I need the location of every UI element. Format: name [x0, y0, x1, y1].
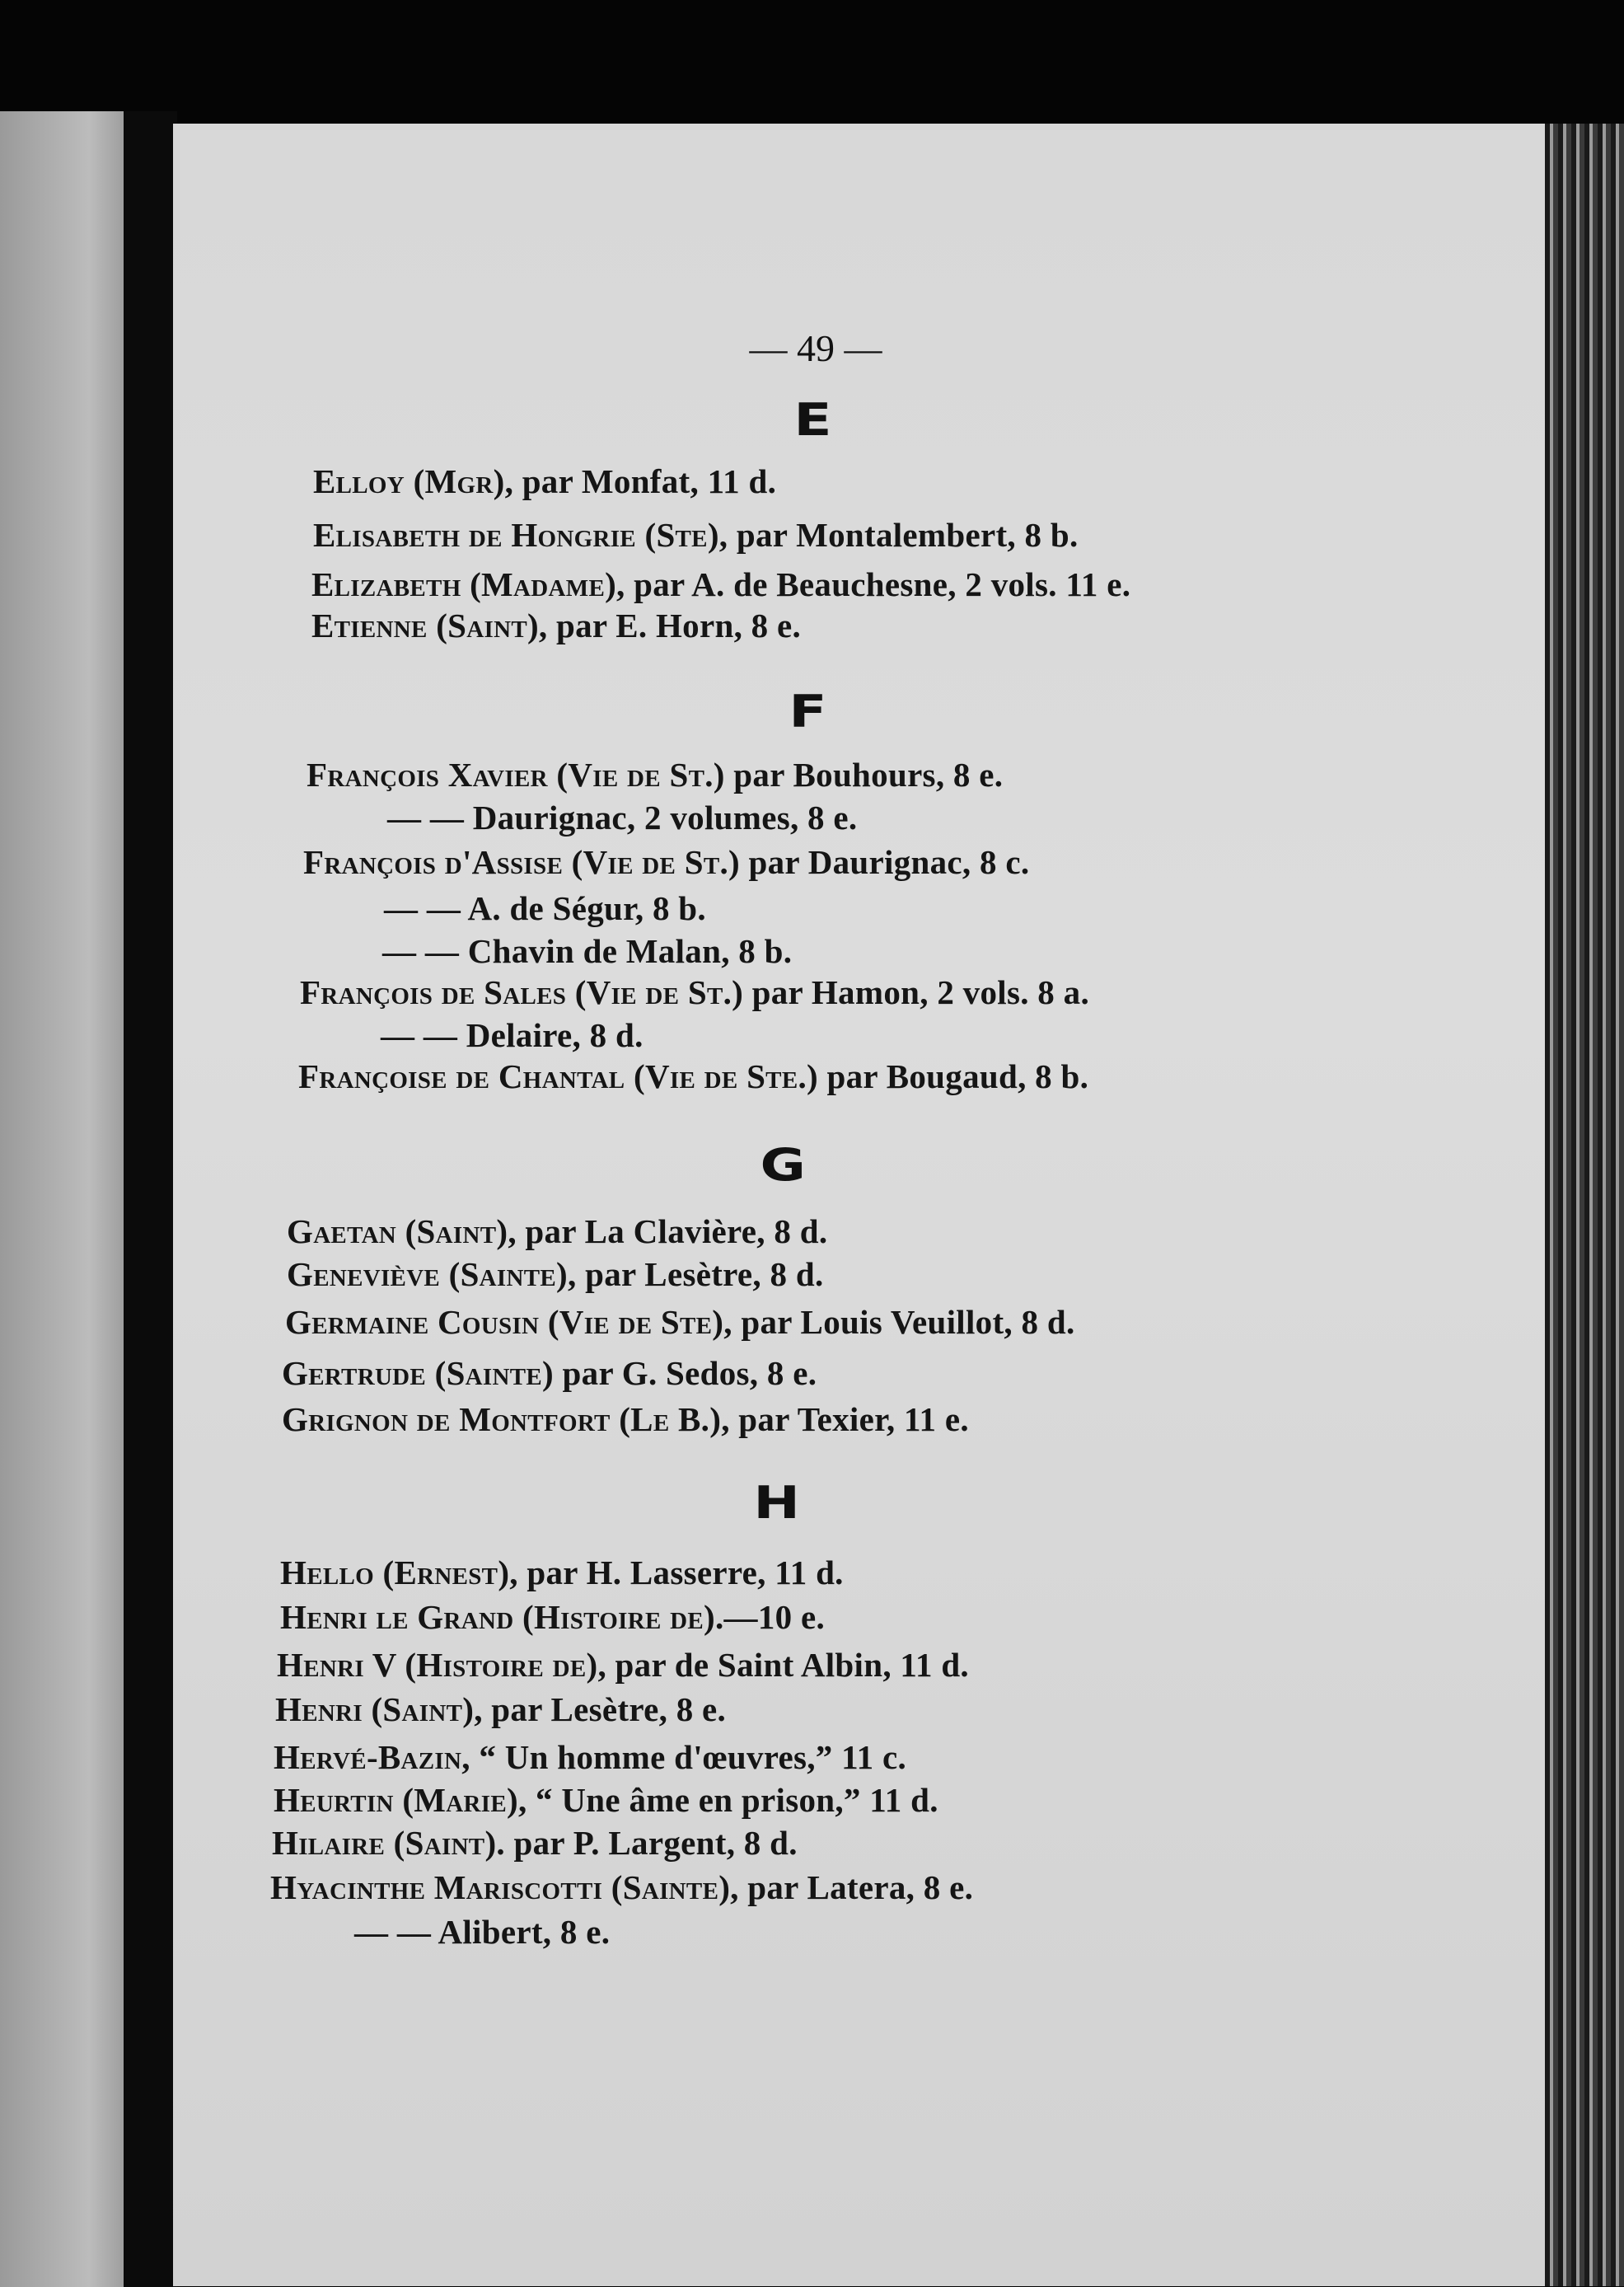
- entry: Germaine Cousin (Vie de Ste), par Louis Veuillot, 8 d.: [285, 1303, 1075, 1341]
- entry: Henri V (Histoire de), par de Saint Albin, 11 d.: [277, 1646, 969, 1684]
- entry: Françoise de Chantal (Vie de Ste.) par Bougaud, 8 b.: [298, 1057, 1089, 1095]
- page-stack-edges: [1545, 124, 1624, 2286]
- entry: Elizabeth (Madame), par A. de Beauchesne, 2 vols. 11 e.: [311, 565, 1131, 603]
- entry: Hyacinthe Mariscotti (Sainte), par Latera, 8 e.: [270, 1868, 974, 1906]
- entry: Geneviève (Sainte), par Lesètre, 8 d.: [287, 1255, 824, 1293]
- entry: — — Daurignac, 2 volumes, 8 e.: [387, 799, 858, 837]
- section-heading-e: E: [793, 394, 832, 446]
- entry: François d'Assise (Vie de St.) par Daurignac, 8 c.: [303, 843, 1030, 881]
- entry: François Xavier (Vie de St.) par Bouhours, 8 e.: [307, 756, 1004, 794]
- section-heading-f: F: [789, 686, 827, 738]
- entry: Hervé-Bazin, “ Un homme d'œuvres,” 11 c.: [274, 1738, 907, 1776]
- entry: Grignon de Montfort (Le B.), par Texier, 11 e.: [282, 1400, 969, 1438]
- entry: François de Sales (Vie de St.) par Hamon, 2 vols. 8 a.: [300, 973, 1090, 1011]
- book-gutter: [124, 111, 177, 2287]
- entry: Elisabeth de Hongrie (Ste), par Montalembert, 8 b.: [313, 516, 1079, 554]
- entry: Hilaire (Saint). par P. Largent, 8 d.: [272, 1824, 798, 1862]
- entry: — — Chavin de Malan, 8 b.: [382, 932, 793, 970]
- entry: Henri le Grand (Histoire de).—10 e.: [280, 1598, 826, 1636]
- entry: — — Alibert, 8 e.: [354, 1913, 611, 1951]
- entry: Henri (Saint), par Lesètre, 8 e.: [275, 1690, 727, 1728]
- entry: Hello (Ernest), par H. Lasserre, 11 d.: [280, 1554, 844, 1591]
- entry: Gertrude (Sainte) par G. Sedos, 8 e.: [282, 1354, 817, 1392]
- entry: Elloy (Mgr), par Monfat, 11 d.: [313, 462, 777, 500]
- entry: Heurtin (Marie), “ Une âme en prison,” 11 d.: [274, 1781, 938, 1819]
- page-number: — 49 —: [749, 327, 882, 369]
- entry: — — Delaire, 8 d.: [381, 1016, 644, 1054]
- entry: — — A. de Ségur, 8 b.: [384, 889, 706, 927]
- entry: Gaetan (Saint), par La Clavière, 8 d.: [287, 1212, 828, 1250]
- section-heading-h: H: [753, 1477, 800, 1529]
- entry: Etienne (Saint), par E. Horn, 8 e.: [311, 607, 802, 644]
- page: [173, 124, 1549, 2286]
- section-heading-g: G: [760, 1139, 806, 1191]
